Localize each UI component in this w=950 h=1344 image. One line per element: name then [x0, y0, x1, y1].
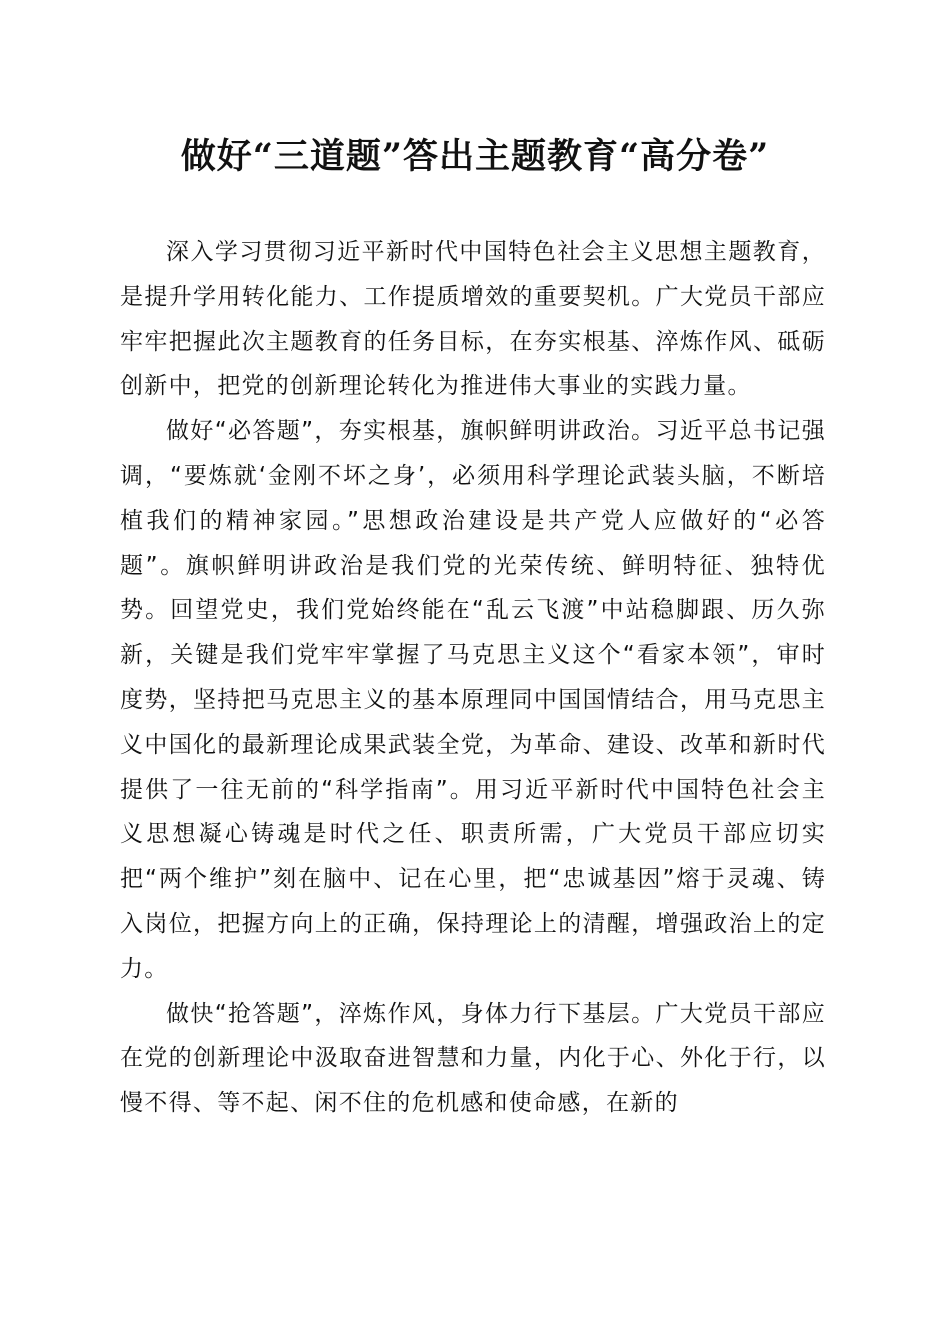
paragraph: 做好“必答题”，夯实根基，旗帜鲜明讲政治。习近平总书记强调，“要炼就‘金刚不坏之身’，必须用科学理论武装头脑，不断培植我们的精神家园。”思想政治建设是共产党人应做好的“必答题”。旗帜鲜明讲政治是我们党的光荣传统、鲜明特征、独特优势。回望党史，我们党始终能在“乱云飞渡”中站稳脚跟、历久弥新，关键是我们党牢牢掌握了马克思主义这个“看家本领”，审时度势，坚持把马克思主义的基本原理同中国国情结合，用马克思主义中国化的最新理论成果武装全党，为革命、建设、改革和新时代提供了一往无前的“科学指南”。用习近平新时代中国特色社会主义思想凝心铸魂是时代之任、职责所需，广大党员干部应切实把“两个维护”刻在脑中、记在心里，把“忠诚基因”熔于灵魂、铸入岗位，把握方向上的正确，保持理论上的清醒，增强政治上的定力。	[120, 418, 826, 982]
document-body	[120, 230, 826, 1126]
document-title: 做好“三道题”答出主题教育“高分卷”	[180, 136, 770, 177]
paragraph: 深入学习贯彻习近平新时代中国特色社会主义思想主题教育，是提升学用转化能力、工作提质增效的重要契机。广大党员干部应牢牢把握此次主题教育的任务目标，在夯实根基、淬炼作风、砥砺创新中，把党的创新理论转化为推进伟大事业的实践力量。	[120, 239, 826, 400]
paragraph: 做快“抢答题”，淬炼作风，身体力行下基层。广大党员干部应在党的创新理论中汲取奋进智慧和力量，内化于心、外化于行，以慢不得、等不起、闲不住的危机感和使命感，在新的	[120, 1000, 826, 1117]
